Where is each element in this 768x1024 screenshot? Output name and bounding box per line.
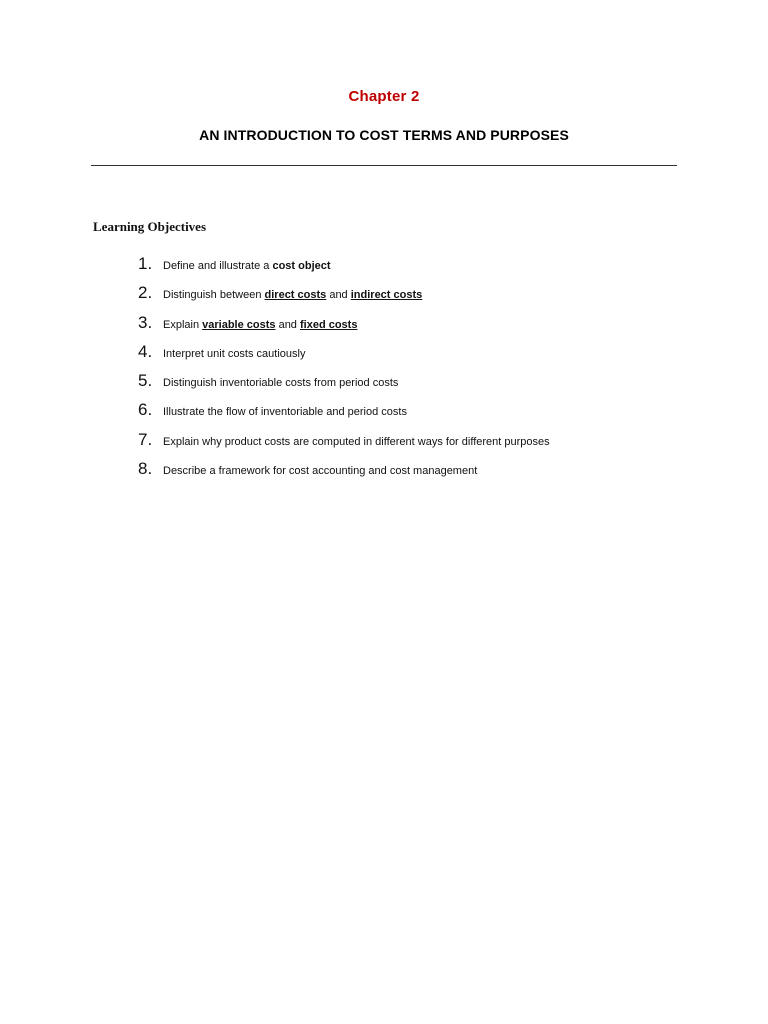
objective-item <box>138 283 550 312</box>
objective-number: 5. <box>138 371 153 391</box>
key-term: variable costs <box>202 318 276 331</box>
learning-objectives-list <box>138 254 550 488</box>
chapter-title: AN INTRODUCTION TO COST TERMS AND PURPOSES <box>199 127 569 143</box>
objective-text: Explain why product costs are computed in different ways for different purposes <box>163 435 550 448</box>
key-term: fixed costs <box>299 318 358 331</box>
objective-number: 4. <box>138 341 153 361</box>
objective-item <box>138 313 550 342</box>
objective-text: Illustrate the flow of inventoriable and period costs <box>163 406 407 419</box>
objective-number: 7. <box>138 429 153 449</box>
objective-text: Explain variable costs and fixed costs <box>163 318 358 331</box>
objective-item <box>138 371 550 400</box>
objective-number: 1. <box>138 254 153 273</box>
key-term: cost object <box>272 260 331 272</box>
title-divider <box>91 165 677 166</box>
objective-text: Define and illustrate a cost object <box>163 260 331 272</box>
key-term: indirect costs <box>350 289 423 302</box>
objective-number: 2. <box>138 283 153 303</box>
objective-text: Distinguish between direct costs and indirect costs <box>163 289 423 302</box>
objective-item <box>138 254 550 283</box>
objective-item <box>138 430 550 459</box>
key-term: direct costs <box>264 289 327 302</box>
objective-item <box>138 342 550 371</box>
learning-objectives-heading: Learning Objectives <box>93 219 207 234</box>
objective-item <box>138 400 550 429</box>
objective-number: 3. <box>138 312 153 332</box>
objective-text: Distinguish inventoriable costs from period costs <box>163 377 399 390</box>
objective-number: 8. <box>138 459 153 479</box>
objective-number: 6. <box>138 400 153 420</box>
objective-text: Describe a framework for cost accounting and cost management <box>163 465 478 478</box>
objective-item <box>138 459 550 488</box>
objective-text: Interpret unit costs cautiously <box>163 347 306 360</box>
chapter-label: Chapter 2 <box>348 88 420 105</box>
